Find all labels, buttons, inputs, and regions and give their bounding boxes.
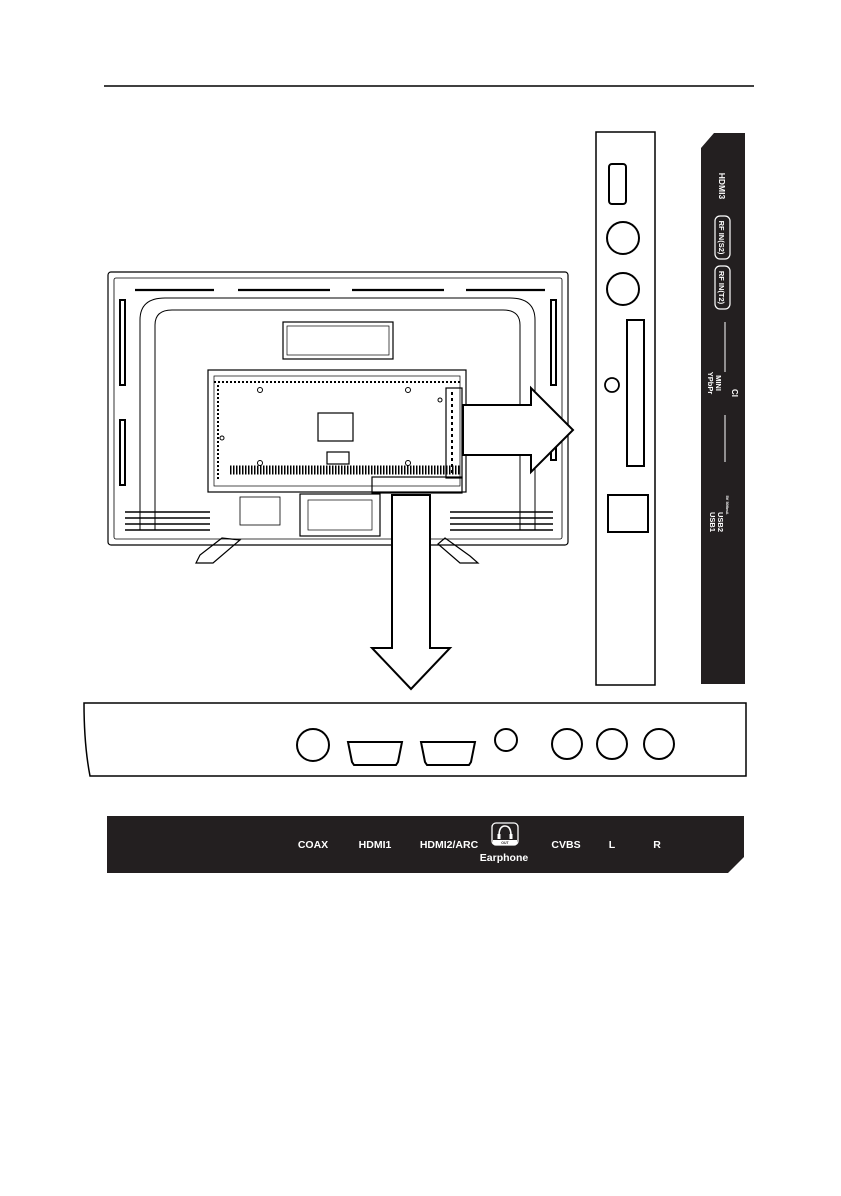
bottom-label-l: L (608, 839, 616, 851)
rf-s2-port-icon (607, 222, 639, 254)
r-port-icon (644, 729, 674, 759)
earphone-icon-text: OUT (501, 841, 509, 845)
bottom-label-earphone: Earphone (479, 852, 529, 864)
rf-t2-port-icon (607, 273, 639, 305)
coax-port-icon (297, 729, 329, 761)
cvbs-port-icon (552, 729, 582, 759)
bottom-label-r: R (653, 839, 661, 851)
hdmi3-port-icon (609, 164, 626, 204)
hdmi2-port-icon (421, 742, 475, 765)
bottom-label-cvbs: CVBS (551, 839, 581, 851)
hdmi1-port-icon (348, 742, 402, 765)
l-port-icon (597, 729, 627, 759)
usb-port-icon (608, 495, 648, 532)
bottom-label-hdmi2-arc: HDMI2/ARC (419, 839, 479, 851)
arrow-down-icon (372, 495, 450, 689)
earphone-port-icon (495, 729, 517, 751)
side-label-ypbpr: YPbPr (706, 371, 715, 395)
bottom-label-panel (107, 816, 744, 873)
bottom-label-coax: COAX (297, 839, 329, 851)
side-label-usb2: USB2 (716, 511, 725, 533)
ypbpr-port-icon (605, 378, 619, 392)
side-label-panel (701, 133, 745, 684)
side-label-rf-in-s2: RF IN(S2) (717, 220, 726, 255)
side-label-usb1: USB1 (708, 511, 717, 533)
side-label-usb-spec: 5V 500mA (725, 495, 730, 515)
side-label-rf-in-t2: RF IN(T2) (717, 270, 726, 305)
side-label-hdmi3: HDMI3 (717, 172, 727, 200)
bottom-label-hdmi1: HDMI1 (358, 839, 392, 851)
side-panel-outline (596, 132, 655, 685)
side-label-ci: CI (730, 389, 739, 397)
side-label-mini: MINI (714, 375, 723, 391)
bottom-panel-outline (84, 703, 746, 776)
ci-slot-icon (627, 320, 644, 466)
